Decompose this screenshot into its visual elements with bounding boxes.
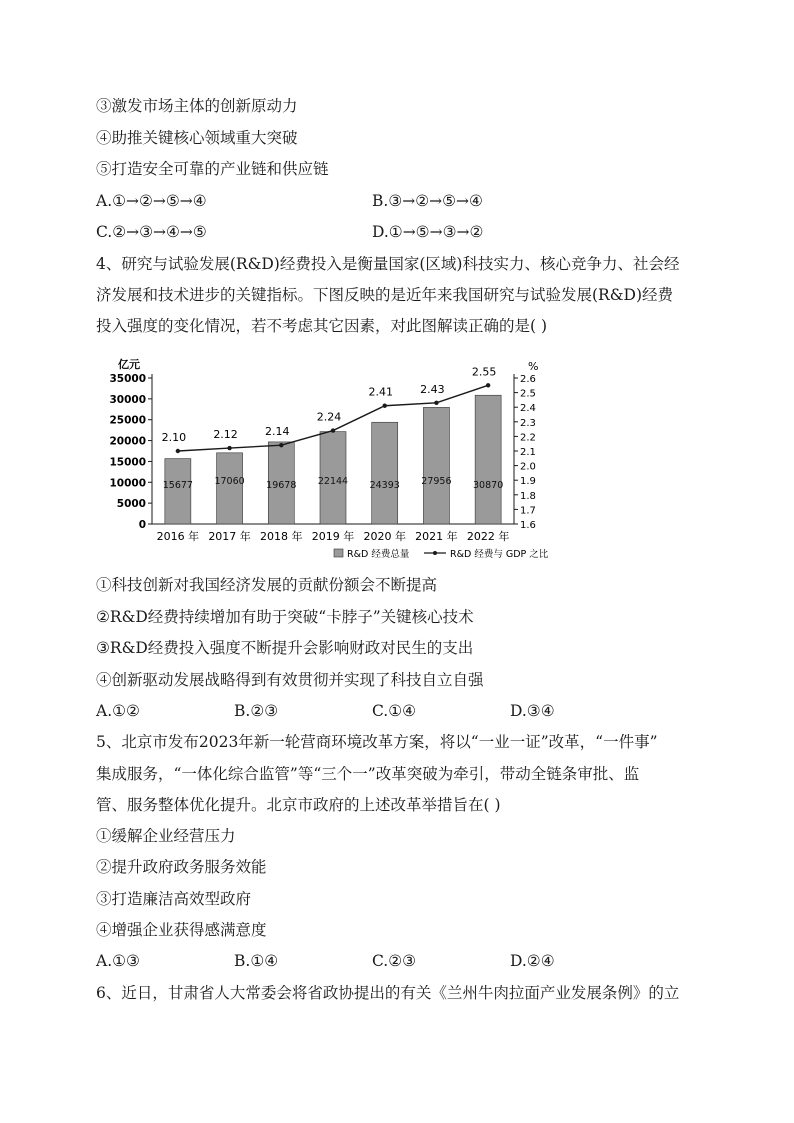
q4-option-b: B.②③ <box>234 702 279 720</box>
right-axis-unit: % <box>528 360 539 373</box>
q4-item-4: ④创新驱动发展战略得到有效贯彻并实现了科技自立自强 <box>96 671 484 689</box>
q5-item-3: ③打造廉洁高效型政府 <box>96 890 252 908</box>
right-tick-label: 1.7 <box>520 505 536 517</box>
q5-item-4: ④增强企业获得感满意度 <box>96 921 267 939</box>
legend-bar-label: R&D 经费总量 <box>347 549 410 560</box>
left-tick-label: 20000 <box>109 435 146 448</box>
q5-stem-line-1: 5、北京市发布2023年新一轮营商环境改革方案，将以“一业一证”改革，“一件事” <box>96 733 658 751</box>
right-tick-label: 2.5 <box>520 388 536 400</box>
line-value-label: 2.55 <box>471 365 497 379</box>
bar-rd-total <box>421 407 452 524</box>
left-tick-label: 0 <box>138 519 146 531</box>
right-tick-label: 2.3 <box>520 417 536 429</box>
bar-value-label: 22144 <box>317 476 349 487</box>
bar-value-label: 17060 <box>214 476 245 487</box>
bar-value-label: 30870 <box>473 480 504 491</box>
x-tick-label: 2021 年 <box>415 530 458 543</box>
line-point <box>176 449 180 453</box>
right-tick-label: 2.1 <box>520 447 536 458</box>
legend-line-label: R&D 经费与 GDP 之比 <box>450 549 549 560</box>
left-axis-unit: 亿元 <box>118 358 140 371</box>
q4-stem-line-1: 4、研究与试验发展(R&D)经费投入是衡量国家(区域)科技实力、核心竞争力、社会经 <box>96 255 680 273</box>
right-tick-label: 2.4 <box>520 403 536 415</box>
legend-line-marker <box>433 551 437 555</box>
bar-rd-total <box>473 395 504 524</box>
q3-option-c: C.②→③→④→⑤ <box>96 223 207 241</box>
line-point <box>434 401 438 405</box>
x-tick-label: 2022 年 <box>466 530 510 543</box>
bar-value-label: 15677 <box>162 480 193 491</box>
x-tick-label: 2016 年 <box>156 530 200 543</box>
left-tick-label: 35000 <box>109 373 146 385</box>
q4-item-2: ②R&D经费持续增加有助于突破“卡脖子”关键核心技术 <box>96 608 474 626</box>
q3-item-5: ⑤打造安全可靠的产业链和供应链 <box>96 160 329 178</box>
q5-item-2: ②提升政府政务服务效能 <box>96 858 267 876</box>
line-value-label: 2.14 <box>265 425 290 439</box>
line-point <box>486 383 490 387</box>
left-tick-label: 5000 <box>116 498 146 511</box>
q3-item-3: ③激发市场主体的创新原动力 <box>96 97 298 115</box>
x-tick-label: 2018 年 <box>260 530 303 543</box>
q5-option-c: C.②③ <box>372 952 417 970</box>
q5-stem-line-3: 管、服务整体优化提升。北京市政府的上述改革举措旨在( ) <box>96 796 501 814</box>
q3-option-b: B.③→②→⑤→④ <box>372 192 483 210</box>
bar-rd-total <box>217 453 243 524</box>
q5-option-d: D.②④ <box>510 952 555 970</box>
left-tick-label: 30000 <box>109 393 146 406</box>
right-tick-label: 2.6 <box>520 374 536 385</box>
q4-stem-line-3: 投入强度的变化情况，若不考虑其它因素，对此图解读正确的是( ) <box>96 317 548 335</box>
line-value-label: 2.24 <box>316 410 342 424</box>
q3-option-a: A.①→②→⑤→④ <box>96 192 207 210</box>
right-tick-label: 2.0 <box>520 461 536 473</box>
line-value-label: 2.43 <box>420 382 445 396</box>
q4-option-a: A.①② <box>96 702 140 720</box>
bar-rd-total <box>369 422 400 524</box>
x-tick-label: 2017 年 <box>208 530 251 543</box>
bar-value-label: 19678 <box>266 480 297 491</box>
line-point <box>331 428 335 432</box>
x-tick-label: 2020 年 <box>363 530 406 543</box>
q6-stem-line-1: 6、近日，甘肃省人大常委会将省政协提出的有关《兰州牛肉拉面产业发展条例》的立 <box>96 984 680 1002</box>
line-point <box>279 443 283 447</box>
q4-stem-line-2: 济发展和技术进步的关键指标。下图反映的是近年来我国研究与试验发展(R&D)经费 <box>96 286 673 304</box>
right-tick-label: 1.6 <box>520 520 536 531</box>
x-tick-label: 2019 年 <box>311 530 355 543</box>
q3-item-4: ④助推关键核心领域重大突破 <box>96 129 298 147</box>
q4-option-d: D.③④ <box>510 702 555 720</box>
bar-value-label: 24393 <box>369 480 400 491</box>
q4-option-c: C.①④ <box>372 702 417 720</box>
line-value-label: 2.10 <box>161 431 187 444</box>
line-value-label: 2.41 <box>368 385 393 399</box>
q4-item-3: ③R&D经费投入强度不断提升会影响财政对民生的支出 <box>96 639 474 657</box>
q3-option-d: D.①→⑤→③→② <box>372 223 484 241</box>
right-tick-label: 1.9 <box>520 476 536 488</box>
line-point <box>227 446 231 450</box>
line-point <box>383 404 387 408</box>
right-tick-label: 1.8 <box>520 490 536 502</box>
left-tick-label: 10000 <box>109 477 146 490</box>
left-tick-label: 25000 <box>109 414 146 427</box>
left-tick-label: 15000 <box>109 456 146 469</box>
q5-stem-line-2: 集成服务，“一体化综合监管”等“三个一”改革突破为牵引，带动全链条审批、监 <box>96 765 640 783</box>
q5-item-1: ①缓解企业经营压力 <box>96 827 236 845</box>
rd-expenditure-chart <box>96 350 556 572</box>
legend-bar-swatch <box>334 549 343 557</box>
q5-option-b: B.①④ <box>234 952 279 970</box>
bar-rd-total <box>162 459 193 524</box>
q5-option-a: A.①③ <box>96 952 140 970</box>
line-value-label: 2.12 <box>213 428 238 442</box>
right-tick-label: 2.2 <box>520 432 536 444</box>
bar-value-label: 27956 <box>421 476 452 487</box>
q4-item-1: ①科技创新对我国经济发展的贡献份额会不断提高 <box>96 576 438 594</box>
